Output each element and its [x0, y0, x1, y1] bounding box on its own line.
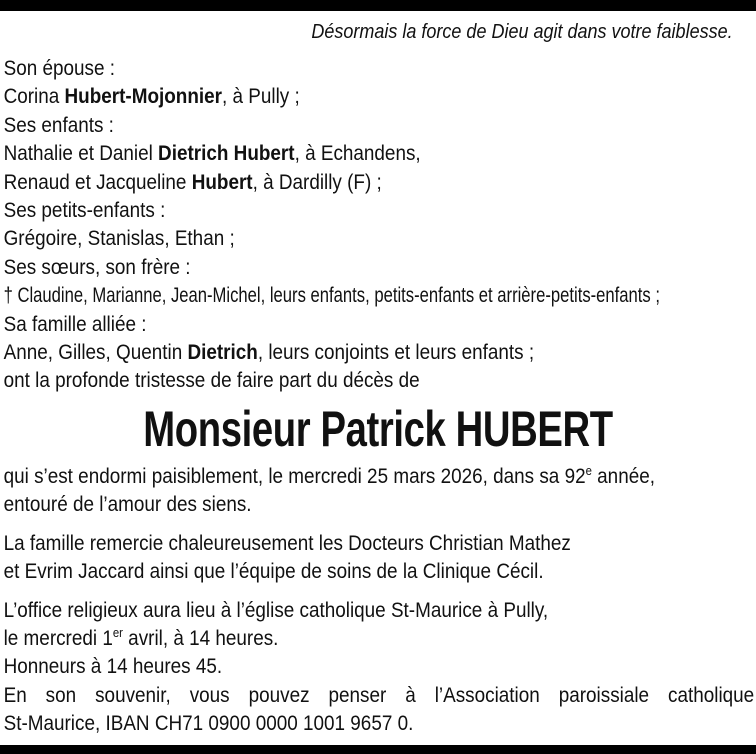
text-line — [4, 339, 756, 367]
text-segment: année, — [591, 464, 655, 488]
text-segment: , à Dardilly (F) ; — [252, 170, 382, 194]
text-segment: La famille remercie chaleureusement les Docteurs Christian Mathez — [3, 531, 571, 555]
text-segment: Ses enfants : — [3, 113, 114, 137]
notice-content — [0, 11, 756, 739]
text-segment: avril, à 14 heures. — [122, 626, 279, 650]
text-segment: Ses petits-enfants : — [3, 199, 166, 223]
text-line — [4, 169, 756, 197]
text-segment: Son épouse : — [3, 57, 115, 80]
service-paragraph — [4, 597, 756, 739]
text-segment: Ses sœurs, son frère : — [3, 255, 191, 279]
text-segment: Anne, Gilles, Quentin — [3, 341, 188, 365]
text-segment: Renaud et Jacqueline — [3, 170, 192, 194]
name-bold: Dietrich Hubert — [158, 142, 295, 166]
text-segment: , leurs conjoints et leurs enfants ; — [257, 341, 535, 365]
text-line — [4, 597, 756, 625]
text-segment: , à Pully ; — [222, 85, 300, 109]
text-line — [4, 530, 756, 558]
name-bold: Hubert — [191, 170, 253, 194]
text-line — [4, 491, 756, 519]
text-line — [4, 463, 756, 491]
epigraph-quote: Désormais la force de Dieu agit dans votre faiblesse. — [311, 21, 733, 43]
text-segment: Sa famille alliée : — [3, 312, 147, 336]
text-segment: Nathalie et Daniel — [3, 142, 159, 166]
text-segment: Honneurs à 14 heures 45. — [3, 655, 223, 679]
text-segment: le mercredi 1 — [3, 626, 113, 650]
text-segment: Corina — [3, 85, 65, 109]
text-segment: En son souvenir, vous pouvez penser à l’Association paroissiale catholique — [3, 683, 755, 707]
text-segment: St-Maurice, IBAN CH71 0900 0000 1001 9657 0. — [3, 712, 414, 736]
text-line — [4, 197, 756, 225]
name-bold: Dietrich — [187, 341, 258, 365]
text-line — [4, 682, 756, 710]
ordinal-superscript: er — [112, 625, 123, 640]
text-line — [4, 625, 756, 653]
text-segment: entouré de l’amour des siens. — [3, 493, 252, 517]
name-bold: Hubert-Mojonnier — [64, 85, 223, 109]
text-line — [4, 140, 756, 168]
text-line — [4, 710, 756, 738]
ordinal-superscript: e — [585, 463, 592, 478]
deceased-name: Monsieur Patrick HUBERT — [143, 400, 613, 457]
text-line — [4, 311, 756, 339]
text-line — [4, 254, 756, 282]
text-line — [4, 112, 756, 140]
top-border-rule — [0, 0, 756, 11]
notice-details — [0, 463, 756, 739]
text-line — [4, 225, 756, 253]
text-line — [4, 558, 756, 586]
text-line — [4, 653, 756, 681]
text-line — [4, 83, 756, 111]
death-paragraph — [4, 463, 756, 520]
text-segment: et Evrim Jaccard ainsi que l’équipe de soins de la Clinique Cécil. — [3, 560, 544, 584]
thanks-paragraph — [4, 530, 756, 587]
family-announcement — [0, 55, 756, 396]
text-segment: qui s’est endormi paisiblement, le mercredi 25 mars 2026, dans sa 92 — [3, 464, 586, 488]
text-line — [4, 367, 756, 395]
text-segment: , à Echandens, — [294, 142, 421, 166]
bottom-border-rule — [0, 745, 756, 754]
text-segment: L’office religieux aura lieu à l’église catholique St-Maurice à Pully, — [3, 598, 549, 622]
text-line — [4, 55, 756, 83]
text-segment: ont la profonde tristesse de faire part du décès de — [3, 369, 420, 393]
text-line — [4, 282, 666, 310]
text-segment: Grégoire, Stanislas, Ethan ; — [3, 227, 235, 251]
text-segment: † Claudine, Marianne, Jean-Michel, leurs enfants, petits-enfants et arrière-petits-enfants ; — [3, 284, 660, 308]
